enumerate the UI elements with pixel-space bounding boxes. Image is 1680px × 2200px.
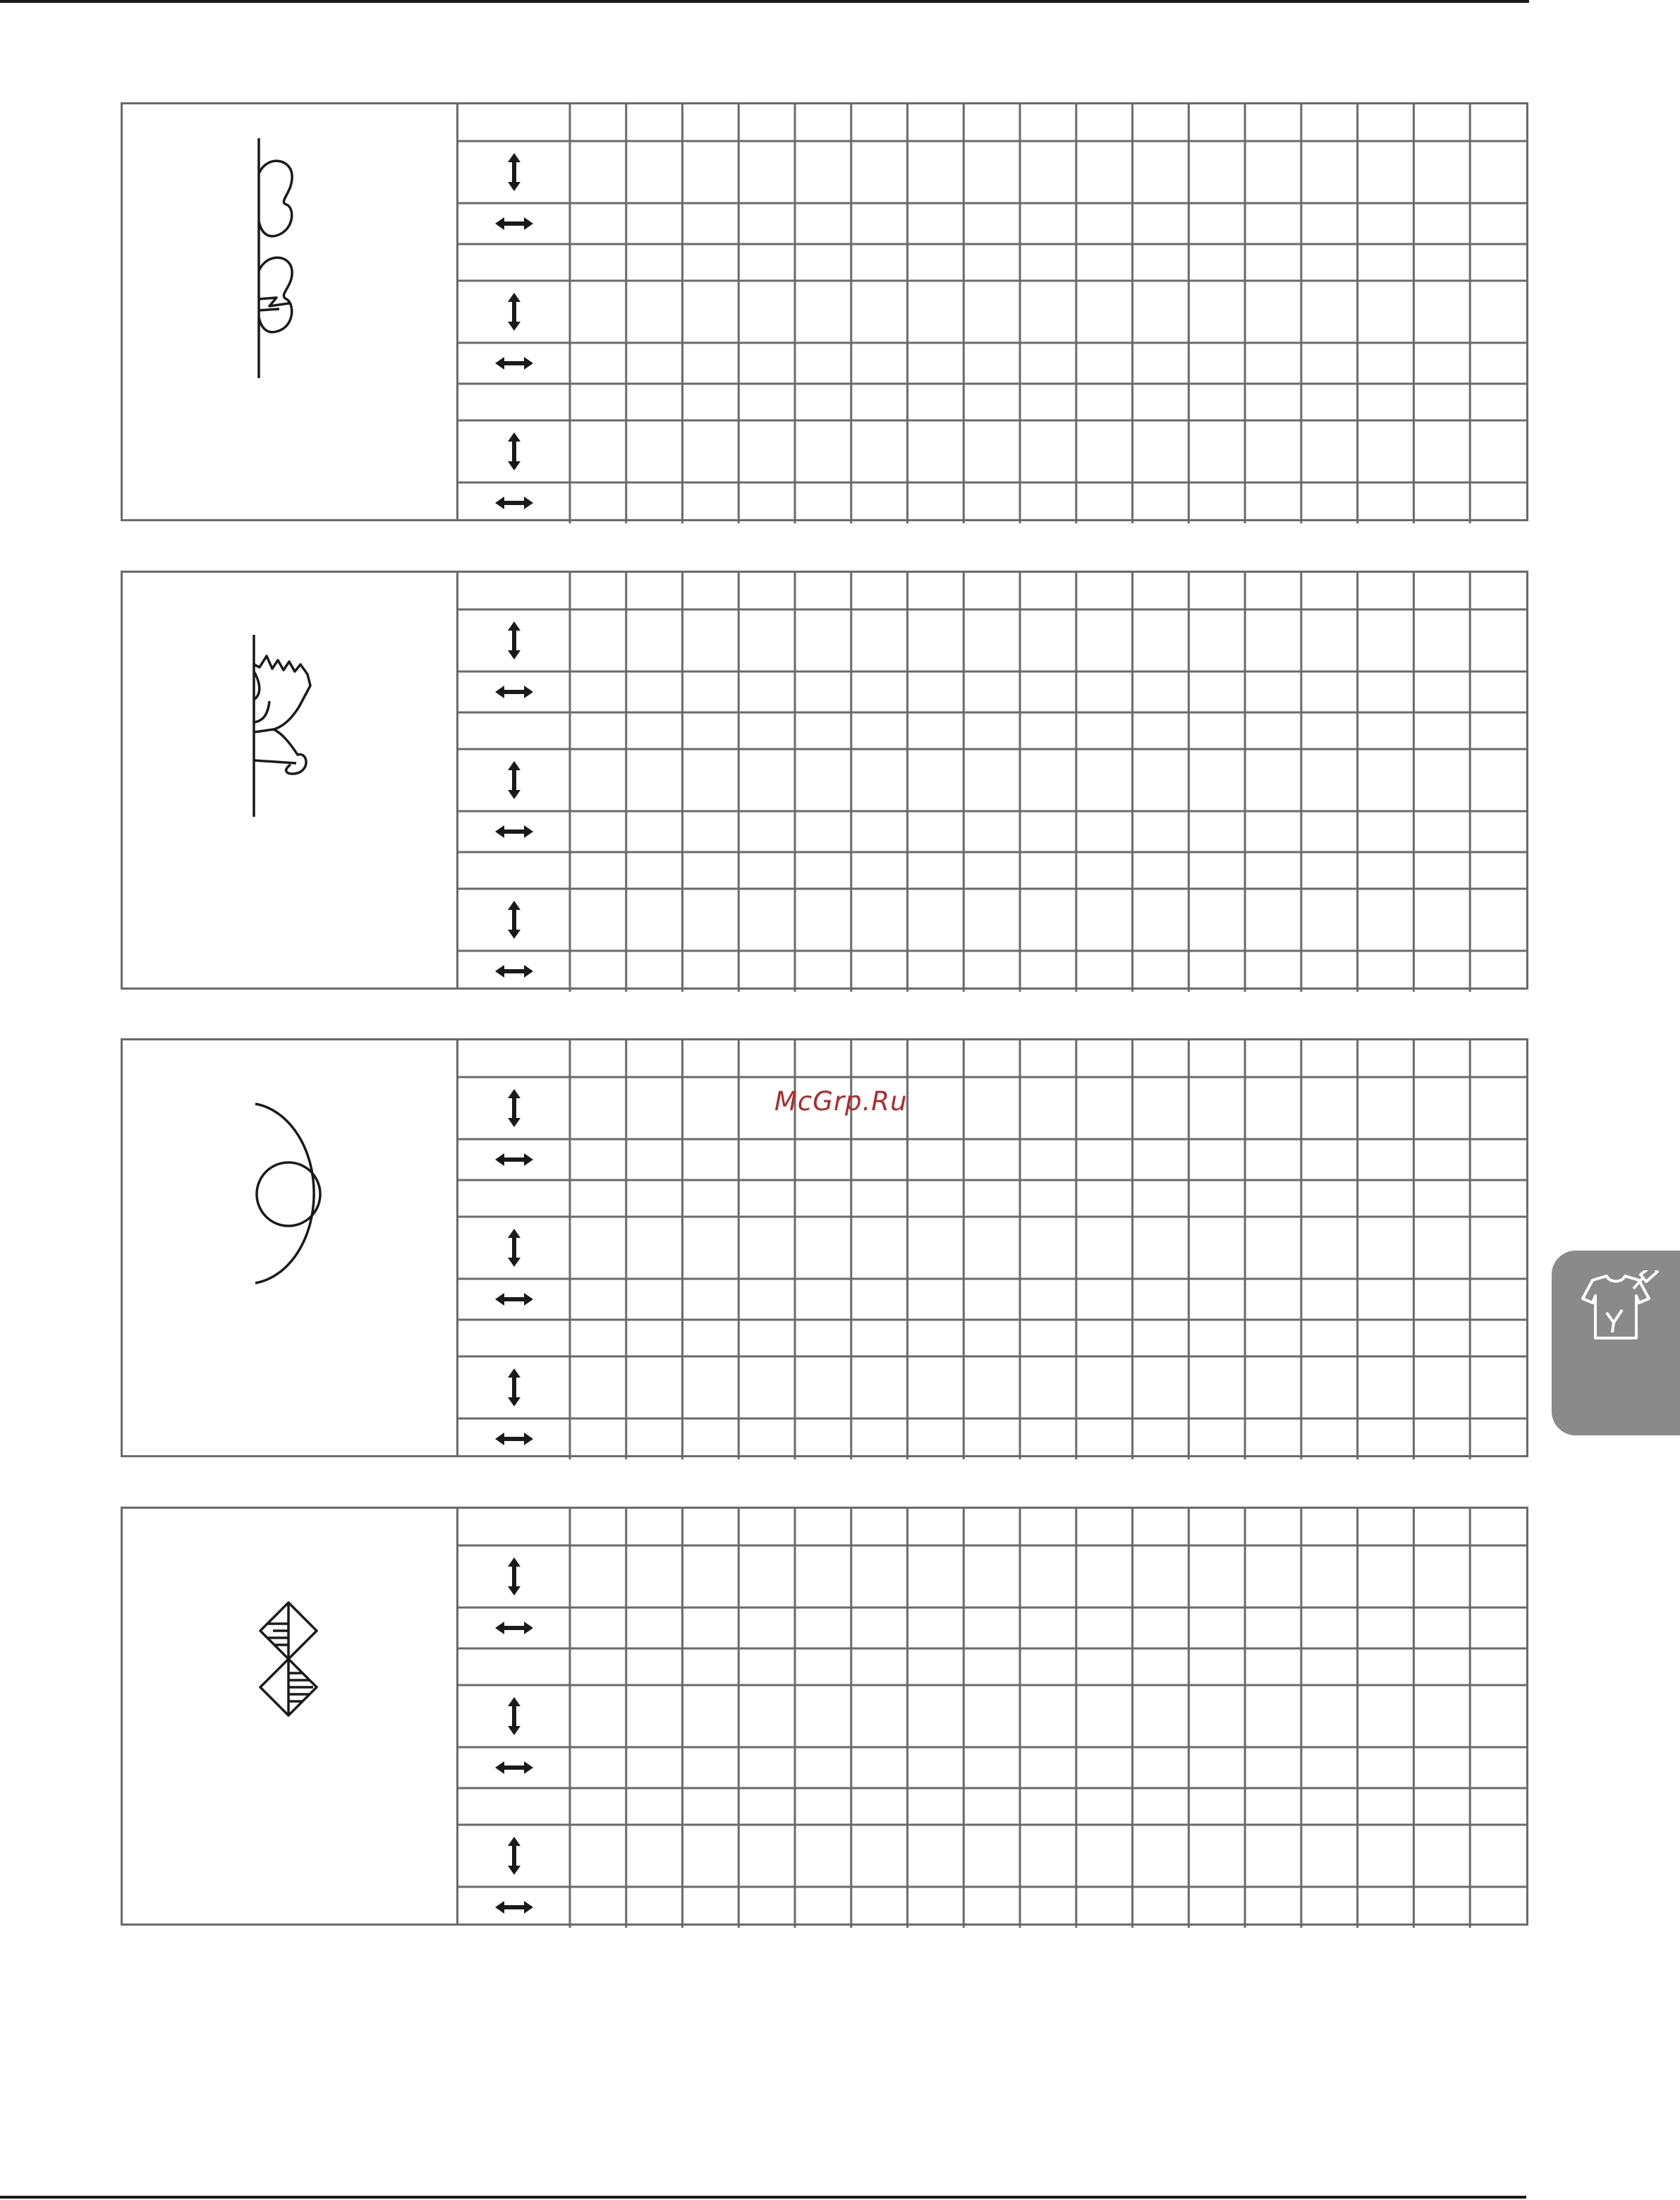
horizontal-arrow-icon	[495, 965, 533, 978]
vertical-arrow-icon	[508, 293, 521, 331]
horizontal-arrow-icon	[495, 686, 533, 698]
stitch-preview-cell	[123, 104, 458, 519]
heart-leaf-stitch-icon	[123, 104, 458, 523]
stitch-preview-cell	[123, 1509, 458, 1924]
horizontal-arrow-icon	[495, 1293, 533, 1306]
vertical-arrow-icon	[508, 1089, 521, 1127]
horizontal-arrow-icon	[495, 1901, 533, 1914]
vertical-arrow-icon	[508, 1557, 521, 1596]
circle-arc-stitch-icon	[123, 1040, 458, 1459]
horizontal-arrow-icon	[495, 1761, 533, 1774]
horizontal-arrow-icon	[495, 1622, 533, 1634]
vertical-arrow-icon	[508, 153, 521, 191]
stitch-panel-heart	[121, 102, 1528, 521]
stitch-panel-diamond	[121, 1507, 1528, 1926]
horizontal-arrow-icon	[495, 1433, 533, 1445]
vertical-arrow-icon	[508, 1837, 521, 1875]
horizontal-arrow-icon	[495, 1153, 533, 1166]
vertical-arrow-icon	[508, 432, 521, 470]
settings-grid	[458, 1509, 1526, 1928]
stitch-preview-cell	[123, 573, 458, 987]
vertical-arrow-icon	[508, 1697, 521, 1735]
section-tab[interactable]	[1552, 1251, 1680, 1435]
diamond-stitch-icon	[123, 1509, 458, 1928]
horizontal-arrow-icon	[495, 357, 533, 370]
horizontal-arrow-icon	[495, 217, 533, 230]
cat-stitch-icon	[123, 573, 458, 992]
vertical-arrow-icon	[508, 761, 521, 799]
settings-grid	[458, 104, 1526, 523]
vertical-arrow-icon	[508, 901, 521, 939]
horizontal-arrow-icon	[495, 825, 533, 838]
vertical-arrow-icon	[508, 1368, 521, 1406]
stitch-panel-cat	[121, 571, 1528, 990]
vertical-arrow-icon	[508, 621, 521, 660]
top-rule	[0, 0, 1529, 3]
vertical-arrow-icon	[508, 1229, 521, 1267]
settings-grid	[458, 1040, 1526, 1459]
garment-sewing-icon	[1573, 1270, 1664, 1362]
bottom-rule	[0, 2196, 1526, 2199]
horizontal-arrow-icon	[495, 497, 533, 509]
settings-grid	[458, 573, 1526, 992]
stitch-preview-cell	[123, 1040, 458, 1455]
watermark: McGrp.Ru	[774, 1086, 908, 1117]
